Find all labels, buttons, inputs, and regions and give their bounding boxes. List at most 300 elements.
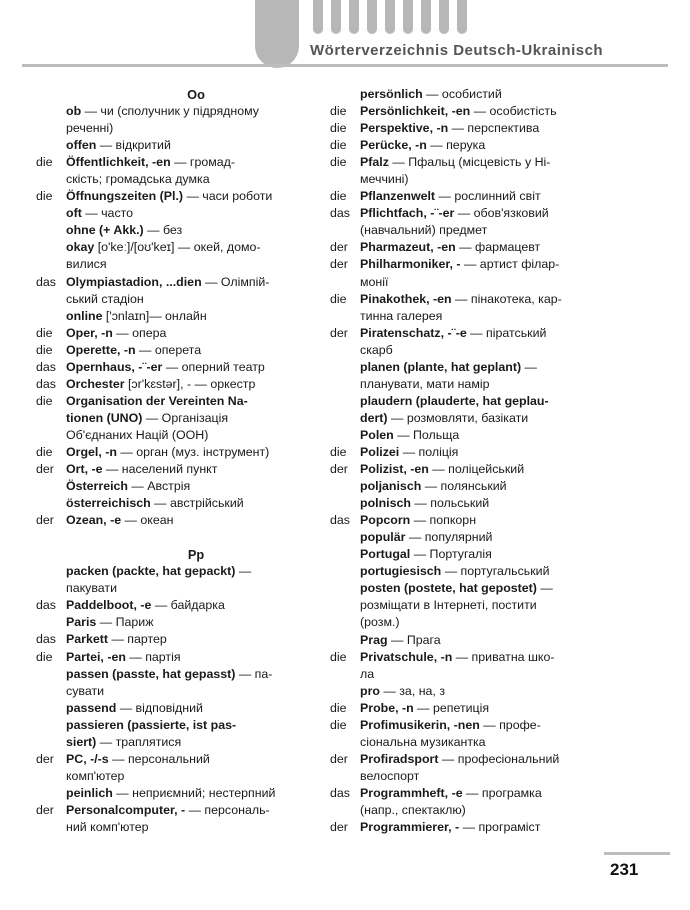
entry-article [330, 410, 360, 427]
entry-translation: — Париж [96, 615, 154, 630]
entry-headword: österreichisch [66, 496, 151, 511]
entry-article [36, 717, 66, 734]
glossary-entry-line [330, 666, 630, 683]
entry-article [330, 342, 360, 359]
glossary-entry-line [36, 274, 326, 291]
entry-text [360, 120, 630, 137]
entry-article: die [330, 649, 347, 664]
entry-text [360, 461, 630, 478]
entry-text [66, 597, 326, 614]
entry-article: die [36, 393, 53, 408]
footer-divider [604, 852, 670, 855]
entry-headword: tionen (UNO) [66, 410, 143, 425]
entry-article: die [330, 121, 347, 136]
entry-text [360, 666, 630, 683]
entry-headword: polnisch [360, 496, 411, 511]
glossary-entry-line [330, 700, 630, 717]
entry-translation: ський стадіон [66, 291, 144, 306]
entry-headword: passen (passte, hat gepasst) [66, 666, 236, 681]
entry-article: das [330, 785, 350, 800]
glossary-entry-line [330, 137, 630, 154]
entry-text [360, 614, 630, 631]
glossary-column-left [36, 86, 326, 836]
glossary-entry-line [330, 529, 630, 546]
entry-text [360, 802, 630, 819]
entry-headword: Öffnungszeiten (Pl.) [66, 189, 184, 204]
entry-translation: — океан [121, 513, 174, 528]
entry-translation: реченні) [66, 121, 114, 136]
entry-translation: — профе- [479, 717, 541, 732]
entry-text [360, 785, 630, 802]
glossary-entry-line [36, 239, 326, 256]
entry-translation: — Пфальц (місцевість у Ні- [388, 155, 551, 170]
entry-translation: — рослинний світ [435, 189, 541, 204]
entry-article: das [36, 274, 56, 289]
entry-article: der [330, 257, 348, 272]
entry-translation: ла [360, 666, 375, 681]
glossary-entry-line [330, 86, 630, 103]
entry-text [66, 478, 326, 495]
glossary-entry-line [36, 785, 326, 802]
entry-article: die [36, 342, 53, 357]
header-tab-bar [403, 0, 413, 34]
entry-headword: Profiradsport [360, 751, 439, 766]
entry-headword: Österreich [66, 479, 128, 494]
entry-translation: — орган (муз. інструмент) [116, 444, 270, 459]
entry-text [66, 342, 326, 359]
entry-text [360, 580, 630, 597]
entry-translation: скарб [360, 342, 393, 357]
glossary-entry-line [36, 222, 326, 239]
glossary-entry-line [330, 222, 630, 239]
glossary-entry-line [36, 205, 326, 222]
entry-text [360, 376, 630, 393]
entry-translation: — піратський [466, 325, 547, 340]
entry-translation: — популярний [405, 530, 493, 545]
entry-text [66, 734, 326, 751]
glossary-entry-line [36, 461, 326, 478]
entry-text [66, 256, 326, 273]
entry-headword: Philharmoniker, - [360, 257, 461, 272]
entry-article [330, 632, 360, 649]
glossary-entry-line [36, 444, 326, 461]
entry-text [360, 342, 630, 359]
glossary-entry-line [36, 103, 326, 120]
entry-article [36, 495, 66, 512]
entry-headword: Partei, -en [66, 649, 126, 664]
glossary-entry-line [36, 614, 326, 631]
entry-translation: ['ɔnlaɪn]— онлайн [102, 308, 207, 323]
glossary-entry-line [330, 103, 630, 120]
entry-headword: planen (plante, hat geplant) [360, 359, 522, 374]
glossary-entry-line [36, 478, 326, 495]
entry-translation: — часто [81, 206, 134, 221]
entry-article [330, 529, 360, 546]
entry-translation: — чи (сполучник у підрядному [81, 104, 260, 119]
entry-article [36, 120, 66, 137]
entry-article: der [36, 802, 54, 817]
entry-article: die [330, 444, 347, 459]
header-tab-bar [421, 0, 431, 34]
entry-article: die [330, 104, 347, 119]
entry-text [360, 478, 630, 495]
entry-article [36, 819, 66, 836]
entry-article [330, 478, 360, 495]
entry-article [36, 291, 66, 308]
entry-text [66, 563, 326, 580]
entry-translation: — без [143, 223, 183, 238]
entry-article: die [330, 700, 347, 715]
glossary-entry-line [36, 580, 326, 597]
entry-headword: Piratenschatz, -¨-e [360, 325, 467, 340]
entry-article [330, 563, 360, 580]
entry-translation: сувати [66, 683, 105, 698]
glossary-entry-line [330, 256, 630, 273]
entry-article: das [36, 632, 56, 647]
entry-translation: — особистий [422, 87, 502, 101]
entry-translation: сіональна музикантка [360, 734, 486, 749]
entry-translation: — партер [108, 632, 167, 647]
entry-translation: (напр., спектаклю) [360, 802, 466, 817]
entry-article [36, 614, 66, 631]
entry-text [66, 291, 326, 308]
entry-translation: — персональний [108, 751, 210, 766]
entry-text [66, 274, 326, 291]
entry-translation: — фармацевт [455, 240, 541, 255]
entry-text [360, 734, 630, 751]
glossary-entry-line [36, 188, 326, 205]
entry-text [66, 137, 326, 154]
entry-text [66, 768, 326, 785]
entry-headword: plaudern (plauderte, hat geplau- [360, 393, 549, 408]
entry-text [360, 546, 630, 563]
entry-article [36, 666, 66, 683]
entry-text [66, 154, 326, 171]
glossary-entry-line [330, 154, 630, 171]
entry-headword: PC, -/-s [66, 751, 109, 766]
glossary-entry-line [36, 802, 326, 819]
entry-headword: populär [360, 530, 406, 545]
entry-text [360, 751, 630, 768]
entry-article [330, 683, 360, 700]
entry-article [36, 427, 66, 444]
glossary-entry-line [330, 274, 630, 291]
entry-article [36, 768, 66, 785]
entry-text [66, 819, 326, 836]
entry-article: die [330, 189, 347, 204]
entry-text [360, 529, 630, 546]
glossary-entry-line [330, 512, 630, 529]
entry-article: der [36, 751, 54, 766]
entry-translation: — траплятися [96, 734, 182, 749]
entry-translation: — за, на, з [379, 683, 446, 698]
entry-translation: — артист філар- [460, 257, 560, 272]
entry-headword: Perücke, -n [360, 138, 427, 153]
entry-translation: — [536, 581, 553, 596]
glossary-entry-line [330, 649, 630, 666]
entry-translation: — відкритий [96, 138, 171, 153]
entry-article [36, 785, 66, 802]
entry-text [66, 461, 326, 478]
entry-article [330, 580, 360, 597]
entry-text [360, 819, 630, 836]
entry-text [360, 222, 630, 239]
glossary-entry-line [36, 683, 326, 700]
entry-translation: — перука [426, 138, 486, 153]
glossary-entry-line [36, 751, 326, 768]
entry-translation: (навчальний) предмет [360, 223, 488, 238]
section-letter-heading: Oo [187, 87, 205, 102]
entry-translation: [o'keː]/[oʊ'keɪ] — окей, домо- [94, 240, 261, 255]
glossary-entry-line [36, 649, 326, 666]
header-tab-bar [331, 0, 341, 34]
entry-headword: oft [66, 206, 82, 221]
entry-translation: — пінакотека, кар- [451, 291, 562, 306]
entry-headword: passieren (passierte, ist pas- [66, 717, 237, 732]
entry-text [66, 308, 326, 325]
glossary-entry-line [330, 563, 630, 580]
entry-text [360, 632, 630, 649]
entry-text [66, 393, 326, 410]
section-letter-heading: Pp [187, 547, 205, 563]
glossary-entry-line [330, 802, 630, 819]
entry-article [330, 614, 360, 631]
entry-translation: — полянський [421, 479, 507, 494]
glossary-entry-line [36, 120, 326, 137]
entry-headword: Probe, -n [360, 700, 414, 715]
entry-text [360, 359, 630, 376]
entry-headword: peinlich [66, 785, 113, 800]
entry-text [360, 427, 630, 444]
entry-article: der [36, 513, 54, 528]
entry-text [360, 325, 630, 342]
entry-translation: розміщати в Інтернеті, постити [360, 598, 537, 613]
glossary-entry-line [36, 666, 326, 683]
glossary-entry-line [36, 700, 326, 717]
entry-text [66, 649, 326, 666]
entry-headword: Paris [66, 615, 97, 630]
header-tab-bar [367, 0, 377, 34]
entry-text [66, 512, 326, 529]
entry-headword: Opernhaus, -¨-er [66, 359, 163, 374]
section-gap [36, 529, 326, 546]
entry-translation: — байдарка [151, 598, 225, 613]
entry-article: der [330, 325, 348, 340]
entry-article [36, 563, 66, 580]
entry-article: die [36, 325, 53, 340]
entry-text [66, 239, 326, 256]
entry-translation: вилися [66, 257, 107, 272]
glossary-entry-line [330, 683, 630, 700]
glossary-entry-line [330, 751, 630, 768]
entry-translation: — приватна шко- [452, 649, 555, 664]
entry-text [360, 308, 630, 325]
entry-translation: — персональ- [185, 802, 270, 817]
entry-text [360, 495, 630, 512]
glossary-column-right [330, 86, 630, 836]
glossary-entry-line [36, 819, 326, 836]
entry-text [360, 86, 630, 103]
entry-headword: portugiesisch [360, 564, 442, 579]
glossary-entry-line [36, 631, 326, 648]
header-divider-left [22, 64, 302, 67]
entry-headword: ohne (+ Akk.) [66, 223, 144, 238]
entry-translation: — польський [410, 496, 490, 511]
glossary-entry-line [330, 717, 630, 734]
entry-article [330, 427, 360, 444]
entry-headword: Pfalz [360, 155, 389, 170]
entry-headword: Pflichtfach, -¨-er [360, 206, 455, 221]
entry-translation: меччині) [360, 172, 409, 187]
glossary-entry-line [330, 308, 630, 325]
entry-translation: — Польща [393, 427, 460, 442]
glossary-entry-line [36, 393, 326, 410]
entry-text [360, 393, 630, 410]
entry-translation: — поліція [399, 444, 459, 459]
glossary-entry-line [36, 597, 326, 614]
entry-translation: — Португалія [410, 547, 492, 562]
entry-text [360, 444, 630, 461]
entry-headword: Portugal [360, 547, 411, 562]
entry-text [360, 188, 630, 205]
entry-article [330, 666, 360, 683]
entry-translation: — населений пункт [102, 462, 218, 477]
entry-translation: пакувати [66, 581, 118, 596]
entry-article [36, 683, 66, 700]
entry-article: das [36, 598, 56, 613]
glossary-entry-line [330, 580, 630, 597]
entry-headword: Polen [360, 427, 394, 442]
glossary-entry-line [36, 154, 326, 171]
glossary-entry-line [330, 734, 630, 751]
glossary-entry-line [330, 410, 630, 427]
glossary-entry-line [36, 325, 326, 342]
entry-article: der [330, 751, 348, 766]
entry-headword: Orgel, -n [66, 444, 117, 459]
entry-translation: — репетиція [413, 700, 490, 715]
entry-text [360, 154, 630, 171]
entry-translation: — Олімпій- [201, 274, 270, 289]
entry-article: die [330, 155, 347, 170]
entry-translation: монії [360, 274, 389, 289]
entry-headword: dert) [360, 410, 388, 425]
entry-text [360, 205, 630, 222]
glossary-entry-line [330, 785, 630, 802]
entry-text [66, 205, 326, 222]
entry-article [36, 410, 66, 427]
entry-text [66, 188, 326, 205]
entry-translation: скість; громадська думка [66, 172, 210, 187]
glossary-entry-line [36, 410, 326, 427]
entry-translation: планувати, мати намір [360, 376, 490, 391]
entry-headword: Olympiastadion, ...dien [66, 274, 202, 289]
entry-article: die [36, 649, 53, 664]
glossary-entry-line [330, 120, 630, 137]
glossary-entry-line [330, 427, 630, 444]
entry-translation: ний комп'ютер [66, 819, 149, 834]
entry-article: der [36, 462, 54, 477]
glossary-entry-line [36, 768, 326, 785]
entry-article [330, 171, 360, 188]
glossary-entry-line [36, 717, 326, 734]
entry-text [360, 410, 630, 427]
glossary-entry-line [330, 171, 630, 188]
entry-text [360, 563, 630, 580]
entry-article: die [36, 189, 53, 204]
entry-text [360, 649, 630, 666]
entry-headword: Öffentlichkeit, -en [66, 155, 171, 170]
entry-article [330, 86, 360, 103]
entry-headword: Persönlichkeit, -en [360, 104, 471, 119]
entry-headword: Oper, -n [66, 325, 113, 340]
entry-translation: — особистість [470, 104, 557, 119]
entry-text [360, 700, 630, 717]
glossary-entry-line [36, 291, 326, 308]
glossary-entry-line [330, 819, 630, 836]
glossary-entry-line [330, 239, 630, 256]
entry-text [360, 274, 630, 291]
glossary-entry-line [330, 614, 630, 631]
entry-text [66, 171, 326, 188]
glossary-entry-line [330, 546, 630, 563]
entry-article: die [330, 717, 347, 732]
entry-article [330, 376, 360, 393]
glossary-entry-line [36, 427, 326, 444]
entry-headword: Profimusikerin, -nen [360, 717, 480, 732]
entry-headword: Personalcomputer, - [66, 802, 186, 817]
entry-article [36, 734, 66, 751]
entry-translation: — австрійський [150, 496, 244, 511]
entry-text [360, 683, 630, 700]
entry-article: die [330, 291, 347, 306]
entry-headword: offen [66, 138, 97, 153]
glossary-entry-line [330, 325, 630, 342]
entry-text [360, 239, 630, 256]
entry-headword: Paddelboot, -e [66, 598, 152, 613]
entry-text [66, 666, 326, 683]
entry-article [36, 222, 66, 239]
entry-translation: — обов'язковий [454, 206, 549, 221]
entry-translation: [ɔr'kɛstər], - — оркестр [124, 376, 256, 391]
entry-translation: — оперний театр [162, 359, 265, 374]
entry-translation: — неприємний; нестерпний [112, 785, 276, 800]
page-header-title: Wörterverzeichnis Deutsch-Ukrainisch [310, 42, 604, 59]
entry-translation: — програмка [462, 785, 542, 800]
glossary-entry-line [330, 291, 630, 308]
entry-translation: — перспектива [448, 121, 540, 136]
entry-article: das [330, 206, 350, 221]
glossary-entry-line [36, 376, 326, 393]
entry-headword: Operette, -n [66, 342, 136, 357]
entry-headword: Perspektive, -n [360, 121, 449, 136]
entry-article: die [36, 444, 53, 459]
entry-translation: Об'єднаних Націй (ООН) [66, 427, 209, 442]
entry-translation: — громад- [170, 155, 235, 170]
entry-article [36, 580, 66, 597]
entry-article [330, 222, 360, 239]
glossary-entry-line [36, 512, 326, 529]
entry-translation: — опера [112, 325, 167, 340]
entry-translation: — програміст [459, 820, 541, 835]
entry-headword: Pflanzenwelt [360, 189, 436, 204]
entry-headword: pro [360, 683, 380, 698]
entry-translation: — оперета [135, 342, 202, 357]
entry-headword: Prag [360, 632, 388, 647]
entry-translation: — часи роботи [183, 189, 273, 204]
entry-headword: siert) [66, 734, 97, 749]
glossary-entry-line [330, 188, 630, 205]
entry-text [66, 717, 326, 734]
